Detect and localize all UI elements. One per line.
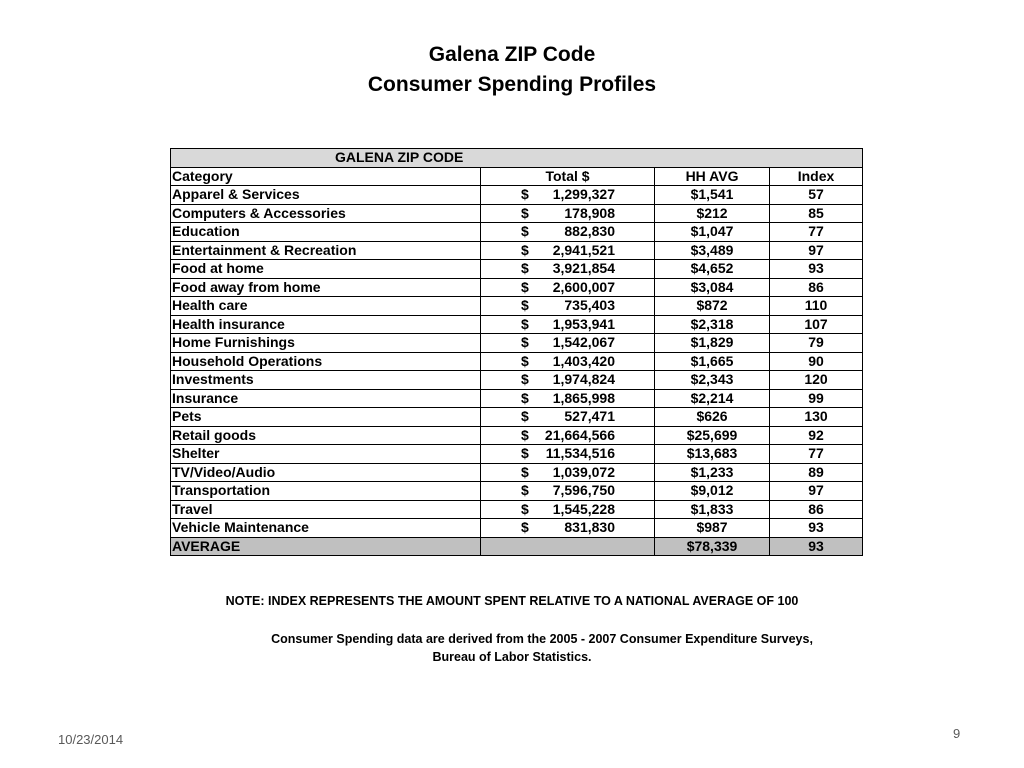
average-row (171, 537, 863, 556)
table-row (171, 334, 863, 353)
cell-total (481, 278, 655, 297)
spending-table-container (170, 148, 862, 556)
cell-index: 92 (770, 426, 863, 445)
cell-hh-avg: $3,084 (655, 278, 770, 297)
cell-total (481, 408, 655, 427)
dollar-sign: $ (521, 241, 529, 258)
cell-index: 110 (770, 297, 863, 316)
cell-hh-avg: $1,665 (655, 352, 770, 371)
source-line-2: Bureau of Labor Statistics. (432, 650, 592, 664)
cell-index: 97 (770, 482, 863, 501)
dollar-sign: $ (521, 500, 529, 517)
cell-index: 77 (770, 223, 863, 242)
cell-category: Health insurance (171, 315, 481, 334)
source-line-1: Consumer Spending data are derived from the 2005 - 2007 Consumer Expenditure Surveys, (271, 632, 813, 646)
table-row (171, 260, 863, 279)
total-value: 1,545,228 (552, 500, 615, 517)
index-note: NOTE: INDEX REPRESENTS THE AMOUNT SPENT RELATIVE TO A NATIONAL AVERAGE OF 100 (225, 594, 799, 608)
table-row (171, 315, 863, 334)
cell-index: 57 (770, 186, 863, 205)
total-value: 1,865,998 (552, 389, 615, 406)
cell-category: Investments (171, 371, 481, 390)
cell-index: 90 (770, 352, 863, 371)
cell-category: Food at home (171, 260, 481, 279)
cell-category: Food away from home (171, 278, 481, 297)
cell-total (481, 500, 655, 519)
cell-index: 93 (770, 519, 863, 538)
data-source (0, 630, 1024, 666)
total-value: 2,600,007 (552, 278, 615, 295)
total-value: 1,542,067 (552, 334, 615, 351)
cell-total (481, 241, 655, 260)
cell-index: 120 (770, 371, 863, 390)
footer-date: 10/23/2014 (58, 732, 124, 747)
cell-category: Education (171, 223, 481, 242)
cell-total (481, 519, 655, 538)
dollar-sign: $ (521, 408, 529, 425)
cell-category: Home Furnishings (171, 334, 481, 353)
cell-total (481, 445, 655, 464)
table-row (171, 445, 863, 464)
table-row (171, 186, 863, 205)
header-total: Total $ (481, 167, 655, 186)
cell-total (481, 426, 655, 445)
table-row (171, 389, 863, 408)
table-row (171, 297, 863, 316)
dollar-sign: $ (521, 186, 529, 203)
table-row (171, 408, 863, 427)
dollar-sign: $ (521, 334, 529, 351)
table-row (171, 223, 863, 242)
cell-total (481, 186, 655, 205)
total-value: 11,534,516 (545, 445, 615, 462)
cell-hh-avg: $626 (655, 408, 770, 427)
cell-index: 79 (770, 334, 863, 353)
total-value: 1,974,824 (552, 371, 615, 388)
header-index: Index (770, 167, 863, 186)
table-row (171, 278, 863, 297)
cell-category: Computers & Accessories (171, 204, 481, 223)
table-row (171, 352, 863, 371)
dollar-sign: $ (521, 260, 529, 277)
title-line-1: Galena ZIP Code (428, 43, 596, 66)
header-category: Category (171, 167, 481, 186)
total-value: 7,596,750 (552, 482, 615, 499)
dollar-sign: $ (521, 315, 529, 332)
cell-total (481, 352, 655, 371)
cell-hh-avg: $1,233 (655, 463, 770, 482)
dollar-sign: $ (521, 204, 529, 221)
cell-category: Retail goods (171, 426, 481, 445)
total-value: 1,299,327 (552, 186, 615, 203)
table-row (171, 426, 863, 445)
cell-total (481, 315, 655, 334)
cell-total (481, 371, 655, 390)
cell-index: 77 (770, 445, 863, 464)
cell-total (481, 463, 655, 482)
dollar-sign: $ (521, 297, 529, 314)
dollar-sign: $ (521, 445, 529, 462)
dollar-sign: $ (521, 463, 529, 480)
total-value: 3,921,854 (552, 260, 615, 277)
table-row (171, 519, 863, 538)
cell-index: 89 (770, 463, 863, 482)
cell-index: 93 (770, 260, 863, 279)
cell-hh-avg: $872 (655, 297, 770, 316)
band-label: GALENA ZIP CODE (171, 149, 655, 168)
table-row (171, 482, 863, 501)
cell-total (481, 389, 655, 408)
cell-total (481, 297, 655, 316)
dollar-sign: $ (521, 482, 529, 499)
cell-category: Apparel & Services (171, 186, 481, 205)
cell-category: Travel (171, 500, 481, 519)
header-hh-avg: HH AVG (655, 167, 770, 186)
total-value: 2,941,521 (552, 241, 615, 258)
cell-category: Entertainment & Recreation (171, 241, 481, 260)
total-value: 1,403,420 (552, 352, 615, 369)
average-index: 93 (770, 537, 863, 556)
dollar-sign: $ (521, 519, 529, 536)
table-row (171, 204, 863, 223)
cell-hh-avg: $25,699 (655, 426, 770, 445)
page-number: 9 (953, 726, 961, 741)
dollar-sign: $ (521, 223, 529, 240)
average-hh-avg: $78,339 (655, 537, 770, 556)
cell-category: Vehicle Maintenance (171, 519, 481, 538)
cell-index: 97 (770, 241, 863, 260)
cell-total (481, 334, 655, 353)
cell-category: Insurance (171, 389, 481, 408)
cell-hh-avg: $2,214 (655, 389, 770, 408)
dollar-sign: $ (521, 389, 529, 406)
total-value: 178,908 (564, 204, 615, 221)
cell-category: Pets (171, 408, 481, 427)
dollar-sign: $ (521, 278, 529, 295)
total-value: 831,830 (564, 519, 615, 536)
cell-total (481, 260, 655, 279)
cell-total (481, 482, 655, 501)
cell-hh-avg: $212 (655, 204, 770, 223)
cell-hh-avg: $13,683 (655, 445, 770, 464)
cell-category: Shelter (171, 445, 481, 464)
cell-category: Transportation (171, 482, 481, 501)
cell-hh-avg: $2,318 (655, 315, 770, 334)
title-line-2: Consumer Spending Profiles (367, 73, 657, 96)
table-row (171, 241, 863, 260)
average-label: AVERAGE (171, 537, 481, 556)
cell-hh-avg: $3,489 (655, 241, 770, 260)
total-value: 1,039,072 (552, 463, 615, 480)
total-value: 735,403 (564, 297, 615, 314)
cell-index: 86 (770, 278, 863, 297)
table-band-row (171, 149, 863, 168)
band-empty-cell (655, 149, 863, 168)
cell-hh-avg: $1,541 (655, 186, 770, 205)
table-header-row (171, 167, 863, 186)
spending-table (170, 148, 863, 556)
cell-total (481, 223, 655, 242)
cell-index: 86 (770, 500, 863, 519)
slide-title (0, 40, 1024, 100)
table-row (171, 500, 863, 519)
cell-hh-avg: $9,012 (655, 482, 770, 501)
cell-index: 107 (770, 315, 863, 334)
total-value: 21,664,566 (544, 426, 615, 443)
cell-hh-avg: $1,047 (655, 223, 770, 242)
cell-category: Health care (171, 297, 481, 316)
dollar-sign: $ (521, 371, 529, 388)
cell-index: 85 (770, 204, 863, 223)
cell-hh-avg: $1,829 (655, 334, 770, 353)
average-total-blank (481, 537, 655, 556)
total-value: 527,471 (564, 408, 615, 425)
cell-category: TV/Video/Audio (171, 463, 481, 482)
cell-index: 99 (770, 389, 863, 408)
cell-index: 130 (770, 408, 863, 427)
cell-hh-avg: $1,833 (655, 500, 770, 519)
dollar-sign: $ (521, 352, 529, 369)
cell-hh-avg: $4,652 (655, 260, 770, 279)
cell-category: Household Operations (171, 352, 481, 371)
dollar-sign: $ (521, 426, 529, 443)
cell-total (481, 204, 655, 223)
total-value: 1,953,941 (552, 315, 615, 332)
cell-hh-avg: $987 (655, 519, 770, 538)
table-row (171, 371, 863, 390)
total-value: 882,830 (564, 223, 615, 240)
cell-hh-avg: $2,343 (655, 371, 770, 390)
table-row (171, 463, 863, 482)
